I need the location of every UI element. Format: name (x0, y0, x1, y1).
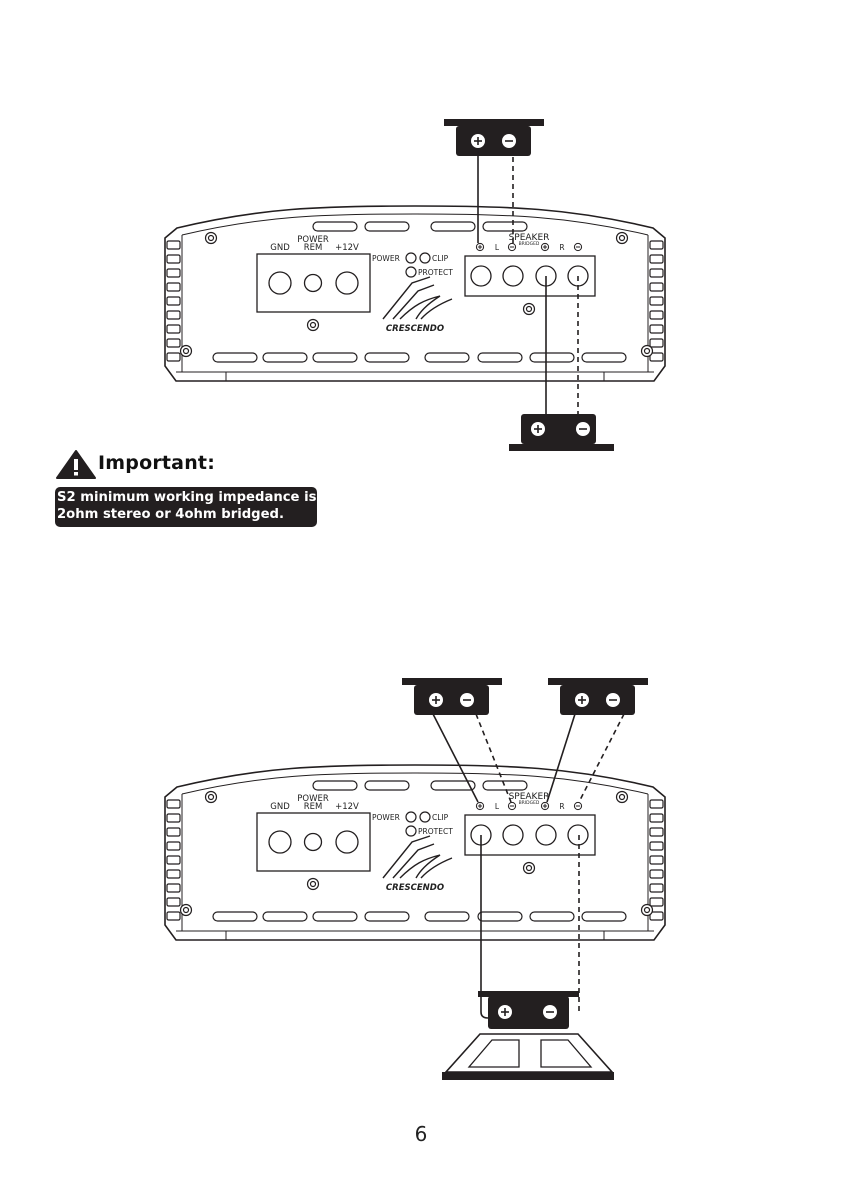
brand-logo: CRESCENDO (385, 883, 445, 893)
brand-logo: CRESCENDO (385, 324, 445, 334)
led-clip-label: CLIP (432, 813, 449, 822)
speaker-terminal-right (548, 678, 648, 715)
led-power-label: POWER (372, 813, 400, 822)
speaker-label: SPEAKER (508, 233, 550, 243)
bridged-label: BRIDGED (518, 801, 540, 806)
amplifier-bottom (165, 765, 665, 940)
power-label: POWER (297, 235, 329, 245)
warning-icon (57, 451, 95, 478)
speaker-terminal-top (444, 119, 544, 156)
v12-label: +12V (335, 802, 359, 812)
gnd-label: GND (270, 243, 290, 253)
impedance-notice (55, 487, 317, 527)
notice-line-2: 2ohm stereo or 4ohm bridged. (57, 507, 285, 522)
led-power-label: POWER (372, 254, 400, 263)
page-number: 6 (414, 1122, 428, 1146)
speaker-with-cone (442, 991, 614, 1080)
rem-label: REM (303, 243, 323, 253)
left-channel-label: L (494, 243, 500, 252)
speaker-label: SPEAKER (508, 792, 550, 802)
right-channel-label: R (559, 802, 565, 811)
notice-line-1: S2 minimum working impedance is (57, 490, 317, 505)
left-channel-label: L (494, 802, 500, 811)
v12-label: +12V (335, 243, 359, 253)
amplifier-top (165, 206, 665, 381)
bridged-label: BRIDGED (518, 242, 540, 247)
rem-label: REM (303, 802, 323, 812)
gnd-label: GND (270, 802, 290, 812)
led-clip-label: CLIP (432, 254, 449, 263)
speaker-terminal-bottom (509, 414, 614, 451)
led-protect-label: PROTECT (418, 827, 453, 836)
right-channel-label: R (559, 243, 565, 252)
speaker-terminal-left (402, 678, 502, 715)
power-label: POWER (297, 794, 329, 804)
led-protect-label: PROTECT (418, 268, 453, 277)
important-title: Important: (98, 452, 216, 474)
